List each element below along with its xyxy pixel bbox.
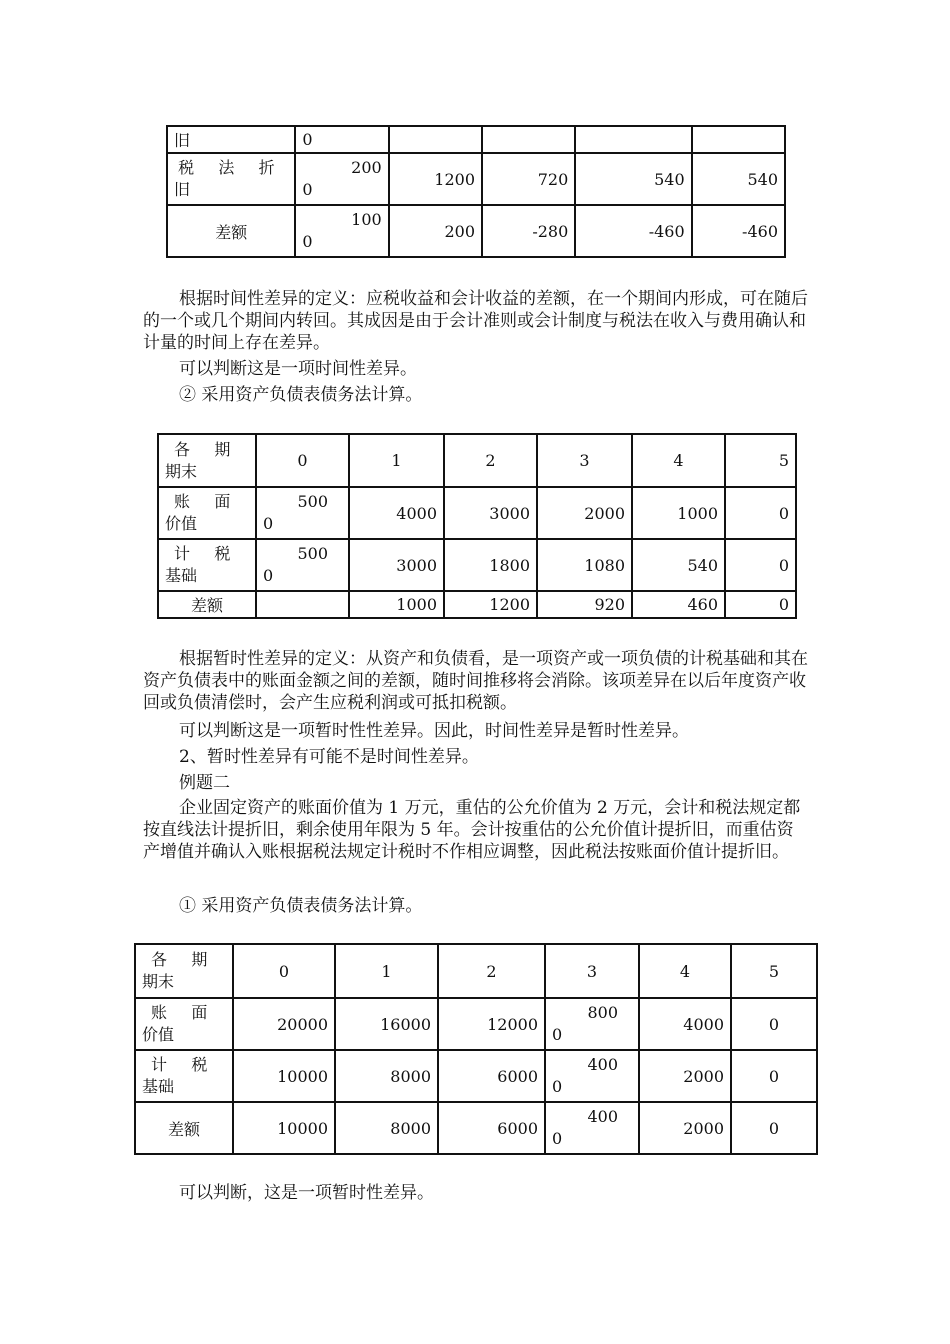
- period-header: 5: [725, 434, 796, 487]
- row-label: 差额: [158, 591, 256, 618]
- table-cell: 540: [692, 153, 785, 205]
- table-cell: 3000: [444, 487, 537, 539]
- line-method-balance-sheet-2: ① 采用资产负债表债务法计算。: [179, 896, 423, 916]
- table-row: [158, 487, 796, 539]
- table-cell: 1200: [444, 591, 537, 618]
- table-cell: 800 0: [545, 998, 639, 1050]
- table-cell: 6000: [438, 1050, 545, 1102]
- table-cell: 0: [295, 126, 388, 153]
- line-example-2: 例题二: [179, 773, 230, 793]
- table-row: [158, 591, 796, 618]
- table-row: [135, 1102, 817, 1154]
- table-temporary-difference-1: [157, 433, 797, 619]
- table-header-row: [135, 944, 817, 998]
- table-cell: 1000: [632, 487, 725, 539]
- table-cell: 720: [482, 153, 575, 205]
- table-cell: [692, 126, 785, 153]
- row-label: 差额: [167, 205, 295, 257]
- period-header: 2: [438, 944, 545, 998]
- table-cell: 500 0: [256, 539, 349, 591]
- table-cell: 8000: [335, 1050, 438, 1102]
- period-header: 5: [731, 944, 817, 998]
- header-label: 各 期 期末: [158, 434, 256, 487]
- table-cell: 1800: [444, 539, 537, 591]
- table-cell: 2000: [639, 1102, 731, 1154]
- line-point-2: 2、暂时性差异有可能不是时间性差异。: [179, 747, 479, 767]
- table-cell: -280: [482, 205, 575, 257]
- row-label: 税 法 折 旧: [167, 153, 295, 205]
- table-cell: 460: [632, 591, 725, 618]
- table-row: [167, 205, 785, 257]
- row-label: 旧: [167, 126, 295, 153]
- period-header: 2: [444, 434, 537, 487]
- row-label: 账 面 价值: [158, 487, 256, 539]
- table-cell: [389, 126, 482, 153]
- table-cell: 20000: [233, 998, 335, 1050]
- paragraph-example-2: 企业固定资产的账面价值为 1 万元，重估的公允价值为 2 万元，会计和税法规定都按直线法计提折旧，剩余使用年限为 5 年。会计按重估的公允价值计提折旧，而重估资产增值并确认入账根据税法规定计税时不作相应调整，因此税法按账面价值计提折旧。: [143, 798, 801, 862]
- period-header: 1: [349, 434, 444, 487]
- header-label: 各 期 期末: [135, 944, 233, 998]
- table-tax-depreciation-partial: [166, 125, 786, 258]
- table-cell: 200 0: [295, 153, 388, 205]
- table-cell: 2000: [639, 1050, 731, 1102]
- table-cell: 0: [731, 1102, 817, 1154]
- table-cell: [482, 126, 575, 153]
- table-cell: -460: [692, 205, 785, 257]
- table-cell: 0: [725, 591, 796, 618]
- row-label: 差额: [135, 1102, 233, 1154]
- table-cell: 200: [389, 205, 482, 257]
- table-cell: 16000: [335, 998, 438, 1050]
- table-cell: [575, 126, 691, 153]
- table-cell: 0: [725, 539, 796, 591]
- period-header: 4: [639, 944, 731, 998]
- table-cell: 1200: [389, 153, 482, 205]
- table-cell: 4000: [639, 998, 731, 1050]
- table-row: [167, 153, 785, 205]
- table-row: [167, 126, 785, 153]
- row-label: 账 面 价值: [135, 998, 233, 1050]
- table-cell: 6000: [438, 1102, 545, 1154]
- table-cell: 0: [725, 487, 796, 539]
- table-cell: 4000: [349, 487, 444, 539]
- line-method-balance-sheet: ② 采用资产负债表债务法计算。: [179, 385, 423, 405]
- table-cell: -460: [575, 205, 691, 257]
- table-cell: 540: [632, 539, 725, 591]
- period-header: 1: [335, 944, 438, 998]
- table-row: [135, 998, 817, 1050]
- table-row: [158, 539, 796, 591]
- table-cell: 1000: [349, 591, 444, 618]
- table-cell: 100 0: [295, 205, 388, 257]
- table-row: [135, 1050, 817, 1102]
- table-cell: 8000: [335, 1102, 438, 1154]
- line-judge-timing: 可以判断这是一项时间性差异。: [179, 359, 417, 379]
- table-cell: 10000: [233, 1102, 335, 1154]
- table-cell: 3000: [349, 539, 444, 591]
- table-cell: 920: [537, 591, 632, 618]
- table-cell: 12000: [438, 998, 545, 1050]
- period-header: 3: [545, 944, 639, 998]
- table-cell: [256, 591, 349, 618]
- table-cell: 2000: [537, 487, 632, 539]
- table-cell: 10000: [233, 1050, 335, 1102]
- paragraph-temporary-difference: 根据暂时性差异的定义：从资产和负债看，是一项资产或一项负债的计税基础和其在资产负债表中的账面金额之间的差额，随时间推移将会消除。该项差异在以后年度资产收回或负债清偿时，会产生应税利润或可抵扣税额。: [143, 649, 808, 713]
- period-header: 4: [632, 434, 725, 487]
- table-cell: 0: [731, 1050, 817, 1102]
- table-cell: 0: [731, 998, 817, 1050]
- row-label: 计 税 基础: [158, 539, 256, 591]
- line-judge-temporary: 可以判断这是一项暂时性性差异。因此，时间性差异是暂时性差异。: [179, 721, 689, 741]
- table-header-row: [158, 434, 796, 487]
- period-header: 0: [233, 944, 335, 998]
- period-header: 0: [256, 434, 349, 487]
- table-cell: 1080: [537, 539, 632, 591]
- table-temporary-difference-2: [134, 943, 818, 1155]
- table-cell: 400 0: [545, 1102, 639, 1154]
- period-header: 3: [537, 434, 632, 487]
- table-cell: 400 0: [545, 1050, 639, 1102]
- row-label: 计 税 基础: [135, 1050, 233, 1102]
- table-cell: 500 0: [256, 487, 349, 539]
- table-cell: 540: [575, 153, 691, 205]
- paragraph-timing-difference: 根据时间性差异的定义：应税收益和会计收益的差额，在一个期间内形成，可在随后的一个或几个期间内转回。其成因是由于会计准则或会计制度与税法在收入与费用确认和计量的时间上存在差异。: [143, 289, 808, 353]
- line-final-judgement: 可以判断，这是一项暂时性差异。: [179, 1183, 434, 1203]
